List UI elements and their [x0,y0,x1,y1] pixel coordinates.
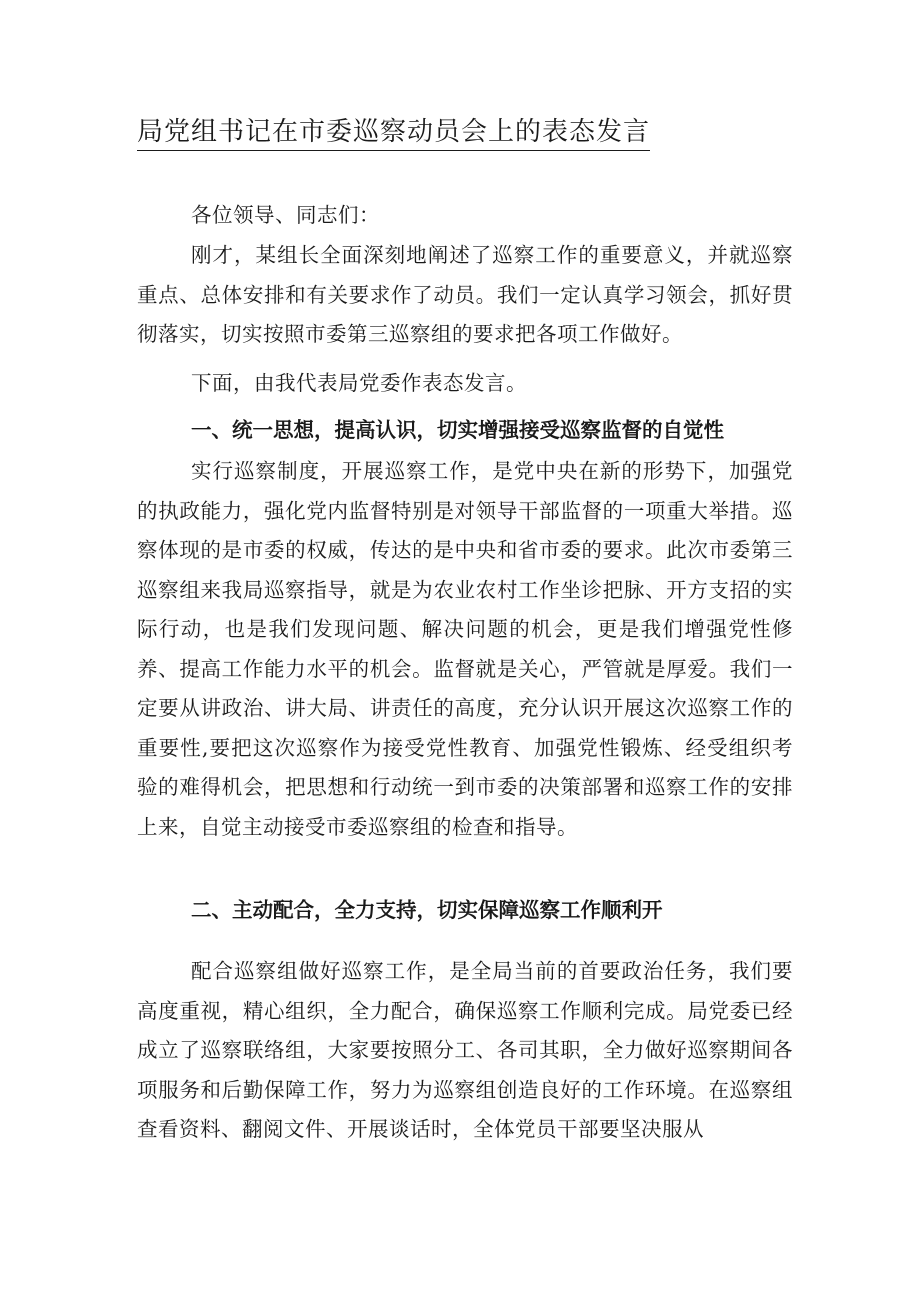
intro-paragraph: 下面，由我代表局党委作表态发言。 [191,371,527,395]
section-1-body: 实行巡察制度，开展巡察工作，是党中央在新的形势下，加强党的执政能力，强化党内监督特别是对领导干部监督的一项重大举措。巡察体现的是市委的权威，传达的是中央和省市委的要求。此次市委第三巡察组来我局巡察指导，就是为农业农村工作坐诊把脉、开方支招的实际行动，也是我们发现问题、解决问题的机会，更是我们增强党性修养、提高工作能力水平的机会。监督就是关心，严管就是厚爱。我们一定要从讲政治、讲大局、讲责任的高度，充分认识开展这次巡察工作的重要性,要把这次巡察作为接受党性教育、加强党性锻炼、经受组织考验的难得机会，把思想和行动统一到市委的决策部署和巡察工作的安排上来，自觉主动接受市委巡察组的检查和指导。 [137,459,793,839]
section-2-body: 配合巡察组做好巡察工作，是全局当前的首要政治任务，我们要高度重视，精心组织，全力配合，确保巡察工作顺利完成。局党委已经成立了巡察联络组，大家要按照分工、各司其职，全力做好巡察期间各项服务和后勤保障工作，努力为巡察组创造良好的工作环境。在巡察组查看资料、翻阅文件、开展谈话时，全体党员干部要坚决服从 [137,959,793,1141]
section-1-heading: 一、统一思想，提高认识，切实增强接受巡察监督的自觉性 [191,418,724,442]
salutation-paragraph: 各位领导、同志们： [191,203,380,227]
section-2-heading: 二、主动配合，全力支持，切实保障巡察工作顺利开 [191,898,663,922]
document-title: 局党组书记在市委巡察动员会上的表态发言 [137,114,650,151]
opening-paragraph: 刚才，某组长全面深刻地阐述了巡察工作的重要意义，并就巡察重点、总体安排和有关要求作了动员。我们一定认真学习领会，抓好贯彻落实，切实按照市委第三巡察组的要求把各项工作做好。 [137,243,793,346]
